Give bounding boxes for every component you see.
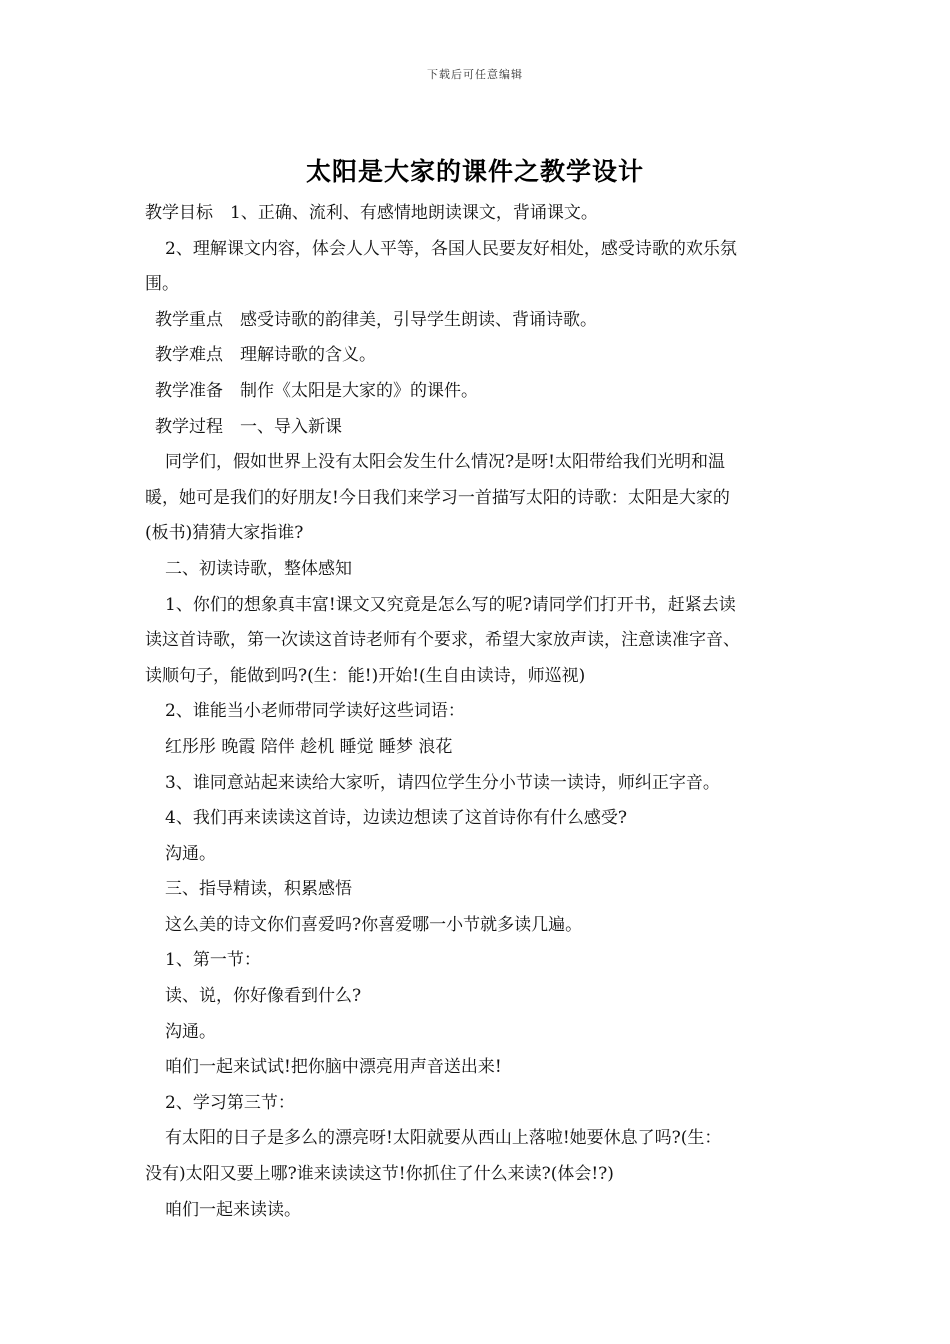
text-line: 这么美的诗文你们喜爱吗?你喜爱哪一小节就多读几遍。	[165, 914, 583, 935]
text-line: 4、我们再来读读这首诗，边读边想读了这首诗你有什么感受?	[165, 808, 627, 829]
text-line: 咱们一起来读读。	[165, 1199, 301, 1220]
text-line: 读顺句子，能做到吗?(生：能!)开始!(生自由读诗，师巡视)	[145, 665, 586, 686]
text-line: 有太阳的日子是多么的漂亮呀!太阳就要从西山上落啦!她要休息了吗?(生：	[165, 1128, 722, 1149]
page-header: 下载后可任意编辑	[427, 68, 523, 81]
text-line: (板书)猜猜大家指谁?	[145, 523, 304, 544]
text-line: 三、指导精读，积累感悟	[165, 879, 352, 900]
text-line: 2、理解课文内容，体会人人平等，各国人民要友好相处，感受诗歌的欢乐氛	[165, 238, 737, 259]
text-line: 1、第一节：	[165, 950, 261, 971]
text-line: 沟通。	[165, 1021, 216, 1042]
text-line: 2、谁能当小老师带同学读好这些词语：	[165, 701, 465, 722]
text-line: 沟通。	[165, 843, 216, 864]
text-line: 红彤彤 晚霞 陪伴 趁机 睡觉 睡梦 浪花	[165, 736, 453, 757]
text-line: 3、谁同意站起来读给大家听，请四位学生分小节读一读诗，师纠正字音。	[165, 772, 720, 793]
text-line: 教学目标 1、正确、流利、有感情地朗读课文，背诵课文。	[145, 203, 598, 223]
text-line: 暖，她可是我们的好朋友!今日我们来学习一首描写太阳的诗歌：太阳是大家的	[145, 487, 730, 508]
text-line: 没有)太阳又要上哪?谁来读读这节!你抓住了什么来读?(体会!?)	[145, 1164, 614, 1185]
text-line: 教学准备 制作《太阳是大家的》的课件。	[155, 380, 478, 401]
text-line: 同学们，假如世界上没有太阳会发生什么情况?是呀!太阳带给我们光明和温	[165, 452, 725, 473]
text-line: 2、学习第三节：	[165, 1092, 295, 1113]
text-line: 读这首诗歌，第一次读这首诗老师有个要求，希望大家放声读，注意读准字音、	[145, 630, 740, 651]
text-line: 教学过程 一、导入新课	[155, 416, 342, 437]
document-body	[145, 196, 825, 1228]
document-title: 太阳是大家的课件之教学设计	[305, 157, 644, 186]
text-line: 围。	[145, 274, 179, 295]
text-line: 二、初读诗歌，整体感知	[165, 558, 352, 579]
text-line: 教学难点 理解诗歌的含义。	[155, 345, 376, 366]
text-line: 1、你们的想象真丰富!课文又究竟是怎么写的呢?请同学们打开书，赶紧去读	[165, 594, 736, 615]
text-line: 读、说，你好像看到什么?	[165, 986, 362, 1007]
text-line: 教学重点 感受诗歌的韵律美，引导学生朗读、背诵诗歌。	[155, 309, 597, 330]
text-line: 咱们一起来试试!把你脑中漂亮用声音送出来!	[165, 1057, 502, 1078]
